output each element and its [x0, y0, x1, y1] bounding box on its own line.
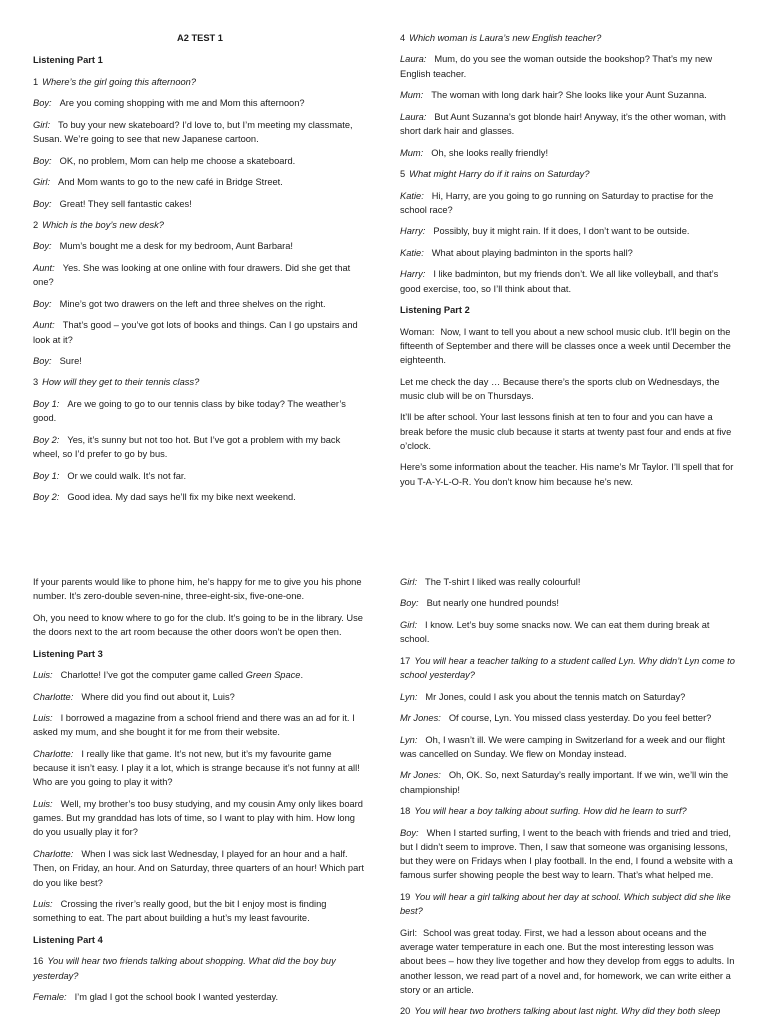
speaker-label: Girl: [33, 177, 51, 188]
transcript-line [400, 596, 738, 610]
transcript-line [33, 469, 367, 483]
question-prompt [400, 804, 738, 818]
speech-text: The T-shirt I liked was really colourful! [425, 577, 581, 587]
transcript-line [400, 926, 738, 997]
speaker-label: Boy 2: [33, 434, 60, 445]
transcript-line [33, 197, 367, 211]
speech-text: Yes, it’s sunny but not too hot. But I’ve got a problem with my back wheel, so I’d prefer to go by bus. [33, 434, 341, 460]
transcript-paragraph: Let me check the day … Because there’s the sports club on Wednesdays, the music club will be on Thursdays. [400, 376, 720, 401]
game-title: Green Space [245, 670, 301, 681]
question-number: 16 [33, 956, 44, 967]
speaker-label: Katie: [400, 190, 424, 201]
speaker-label: Harry: [400, 269, 426, 280]
speaker-label: Boy 1: [33, 470, 60, 481]
speaker-label: Boy: [33, 241, 52, 252]
speaker-label: Luis: [33, 670, 53, 681]
transcript-line [400, 52, 738, 81]
question-prompt [33, 218, 367, 232]
speech-text: Or we could walk. It’s not far. [67, 470, 187, 481]
speech-text: Are we going to go to our tennis class by bike today? The weather’s good. [33, 398, 346, 424]
speech-text: Now, I want to tell you about a new school music club. It’ll begin on the fifteenth of September and there will be classes once a week until December the eighteenth. [400, 326, 731, 366]
speaker-label: Boy: [33, 98, 52, 109]
speaker-label: Girl: [400, 619, 418, 630]
transcript-line [33, 711, 367, 740]
column-right [400, 512, 738, 1024]
speech-text: I like badminton, but my friends don’t. We all like volleyball, and that’s good exercise, too, so I’ll think about that. [400, 269, 719, 294]
transcript-line [400, 189, 738, 218]
transcript-line [33, 261, 367, 290]
speech-text: When I was sick last Wednesday, I played for an hour and a half. Then, on Friday, an hour. And on Saturday, three quarters of an hour! Which part do you like best? [33, 848, 364, 888]
speech-text: Well, my brother’s too busy studying, and my cousin Amy only likes board games. But my granddad has lots of time, so I want to play with him. How long do you usually play it for? [33, 798, 363, 838]
speech-text: Oh, she looks really friendly! [431, 147, 549, 158]
speech-text: What about playing badminton in the sports hall? [431, 247, 633, 258]
speech-text: Mum’s bought me a desk for my bedroom, Aunt Barbara! [59, 241, 294, 252]
transcript-line [33, 490, 367, 504]
speaker-label: Girl: [33, 119, 51, 130]
speech-text: But Aunt Suzanna’s got blonde hair! Anyway, it’s the other woman, with short dark hair and glasses. [400, 111, 726, 137]
transcript-line [33, 297, 367, 311]
question-text: You will hear a girl talking about her day at school. Which subject did she like best? [400, 891, 731, 917]
speech-text: Hi, Harry, are you going to go running on Saturday to practise for the school race? [400, 190, 714, 215]
question-text: Where’s the girl going this afternoon? [42, 76, 197, 87]
speech-text: Yes. She was looking at one online with four drawers. Did she get that one? [33, 262, 351, 288]
question-number: 1 [33, 76, 39, 87]
speech-text: Charlotte! I’ve got the computer game called [60, 670, 246, 681]
speaker-label: Katie: [400, 247, 424, 258]
speaker-label: Boy 1: [33, 398, 60, 409]
speech-text: When I started surfing, I went to the beach with friends and tried and tried, but I didn’t seem to improve. Then, I saw that someone was organising lessons, but they were on Fridays when I play football. In the end, I found a website with a famous surfer showing people the best way to learn. That’s what helped me. [400, 827, 733, 881]
speaker-label: Mr Jones: [400, 770, 441, 781]
transcript-line [33, 897, 367, 926]
question-number: 2 [33, 219, 39, 230]
section-heading: Listening Part 4 [33, 934, 103, 945]
speech-text: Possibly, buy it might rain. If it does, I don’t want to be outside. [433, 226, 690, 237]
speech-text: Oh, OK. So, next Saturday’s really important. If we win, we’ll win the championship! [400, 770, 729, 795]
column-left [33, 0, 367, 512]
question-prompt [400, 167, 738, 181]
transcript-line [400, 267, 738, 296]
question-prompt [400, 890, 738, 919]
speech-text: Oh, I wasn’t ill. We were camping in Switzerland for a week and our flight was cancelled on Sunday. We flew on Monday instead. [400, 734, 725, 759]
speech-text: Of course, Lyn. You missed class yesterday. Do you feel better? [448, 713, 712, 724]
transcript-line [33, 433, 367, 462]
transcript-line [400, 88, 738, 102]
speaker-label: Charlotte: [33, 691, 74, 702]
question-text: You will hear a boy talking about surfing. How did he learn to surf? [414, 806, 687, 817]
transcript-line [400, 146, 738, 160]
speaker-label: Harry: [400, 226, 426, 237]
question-prompt [400, 1004, 738, 1018]
transcript-line [400, 325, 738, 368]
transcript-line [33, 96, 367, 110]
speaker-label: Boy: [33, 198, 52, 209]
transcript-line [400, 575, 738, 589]
transcript-line [400, 110, 738, 139]
transcript-paragraph: Here’s some information about the teacher. His name’s Mr Taylor. I’ll spell that for you T-A-Y-L-O-R. You don’t know him because he’s new. [400, 462, 734, 487]
speech-text-end: . [300, 670, 304, 681]
speech-text: Mr Jones, could I ask you about the tennis match on Saturday? [425, 691, 686, 702]
speaker-label: Charlotte: [33, 748, 74, 759]
speaker-label: Boy: [33, 356, 52, 366]
speaker-label: Girl: [400, 927, 418, 938]
speech-text: Sure! [59, 356, 82, 366]
speaker-label: Aunt: [33, 262, 55, 273]
transcript-line [400, 826, 738, 883]
transcript-line [400, 224, 738, 238]
speech-text: Mum, do you see the woman outside the bookshop? That’s my new English teacher. [400, 54, 713, 79]
question-text: You will hear two brothers talking about last night. Why did they both sleep [414, 1006, 721, 1017]
transcript-line [33, 990, 367, 1004]
question-number: 5 [400, 169, 406, 180]
speaker-label: Laura: [400, 54, 427, 65]
section-heading: Listening Part 2 [400, 305, 470, 316]
question-number: 4 [400, 33, 406, 43]
transcript-paragraph: Oh, you need to know where to go for the club. It’s going to be in the library. Use the doors next to the art room because the other doors won’t be open then. [33, 612, 363, 638]
question-text: How will they get to their tennis class? [42, 377, 200, 388]
transcript-line [33, 847, 367, 890]
speaker-label: Luis: [33, 899, 53, 910]
section-heading: Listening Part 3 [33, 648, 103, 659]
document-title: A2 TEST 1 [177, 33, 223, 43]
transcript-line [400, 618, 738, 647]
question-text: What might Harry do if it rains on Saturday? [409, 169, 590, 180]
question-number: 19 [400, 891, 411, 902]
speaker-label: Mum: [400, 147, 424, 158]
transcript-line [33, 668, 367, 682]
transcript-line [33, 154, 367, 168]
question-number: 17 [400, 655, 411, 666]
transcript-line [33, 239, 367, 253]
transcript-line [400, 768, 738, 797]
transcript-line [33, 175, 367, 189]
question-number: 18 [400, 806, 411, 817]
column-right [400, 0, 738, 496]
speech-text: But nearly one hundred pounds! [426, 598, 559, 609]
speech-text: Great! They sell fantastic cakes! [59, 198, 192, 209]
speaker-label: Luis: [33, 713, 53, 724]
speech-text: I’m glad I got the school book I wanted yesterday. [74, 992, 279, 1003]
question-text: You will hear a teacher talking to a student called Lyn. Why didn’t Lyn come to school yesterday? [400, 655, 735, 681]
transcript-line [33, 354, 367, 368]
question-prompt [400, 654, 738, 683]
speaker-label: Boy: [33, 155, 52, 166]
page-bottom [0, 512, 768, 1024]
question-text: Which is the boy’s new desk? [42, 219, 164, 230]
transcript-line [400, 711, 738, 725]
question-text: You will hear two friends talking about shopping. What did the boy buy yesterday? [33, 956, 336, 981]
section-heading: Listening Part 1 [33, 55, 103, 66]
speech-text: Are you coming shopping with me and Mom this afternoon? [59, 98, 305, 109]
question-text: Which woman is Laura’s new English teacher? [409, 33, 602, 43]
column-left [33, 512, 367, 1012]
speaker-label: Luis: [33, 798, 53, 809]
speaker-label: Aunt: [33, 320, 55, 331]
transcript-line [33, 318, 367, 347]
speaker-label: Female: [33, 992, 67, 1003]
question-prompt [400, 31, 738, 45]
speaker-label: Laura: [400, 111, 427, 122]
transcript-line [33, 397, 367, 426]
speech-text: I borrowed a magazine from a school friend and there was an ad for it. I asked my mum, and she bought it for me from their website. [33, 713, 355, 738]
speaker-label: Boy: [33, 298, 52, 309]
speaker-label: Woman: [400, 326, 435, 337]
speaker-label: Boy: [400, 827, 419, 838]
speaker-label: Boy 2: [33, 492, 60, 503]
question-prompt [33, 75, 367, 89]
speech-text: Mine’s got two drawers on the left and three shelves on the right. [59, 298, 326, 309]
question-prompt [33, 375, 367, 389]
speech-text: And Mom wants to go to the new café in Bridge Street. [58, 177, 283, 188]
speech-text: To buy your new skateboard? I’d love to, but I’m meeting my classmate, Susan. We’re going to see that new Japanese cartoon. [33, 119, 353, 145]
speech-text: I really like that game. It’s not new, but it’s my favourite game because it isn’t easy. I play it a lot, which is strange because it’s not funny at all! Who are you going to play it with? [33, 748, 360, 788]
speaker-label: Girl: [400, 577, 418, 587]
transcript-paragraph: If your parents would like to phone him, he’s happy for me to give you his phone number. It’s zero-double seven-nine, three-eight-six, five-one-one. [33, 577, 362, 602]
speaker-label: Mr Jones: [400, 713, 441, 724]
speaker-label: Boy: [400, 598, 419, 609]
speech-text: OK, no problem, Mom can help me choose a skateboard. [59, 155, 296, 166]
speaker-label: Mum: [400, 90, 424, 101]
speaker-label: Lyn: [400, 734, 418, 745]
transcript-line [400, 246, 738, 260]
speech-text: The woman with long dark hair? She looks like your Aunt Suzanna. [431, 90, 707, 101]
question-number: 3 [33, 377, 39, 388]
transcript-line [33, 797, 367, 840]
speaker-label: Lyn: [400, 691, 418, 702]
transcript-paragraph: It’ll be after school. Your last lessons finish at ten to four and you can have a break before the music club because it starts at twenty past four and ends at five o’clock. [400, 412, 732, 451]
speaker-label: Charlotte: [33, 848, 74, 859]
speech-text: Good idea. My dad says he’ll fix my bike next weekend. [67, 492, 296, 503]
question-prompt [33, 954, 367, 983]
speech-text: Where did you find out about it, Luis? [81, 691, 235, 702]
question-number: 20 [400, 1006, 411, 1017]
speech-text: That’s good – you’ve got lots of books and things. Can I go upstairs and look at it? [33, 320, 358, 345]
transcript-line [33, 690, 367, 704]
transcript-line [33, 747, 367, 790]
speech-text: I know. Let’s buy some snacks now. We can eat them during break at school. [400, 619, 710, 645]
speech-text: Crossing the river’s really good, but the bit I enjoy most is finding something to eat. The part about building a hut’s my least favourite. [33, 899, 327, 924]
transcript-line [400, 690, 738, 704]
transcript-line [33, 118, 367, 147]
speech-text: School was great today. First, we had a lesson about oceans and the average water temperature in each one. But the most interesting lesson was about bees – how they live together and how they develop from eggs to adults. In another lesson, we read part of a novel and, for homework, we can write either a story or an article. [400, 927, 735, 995]
transcript-line [400, 733, 738, 762]
